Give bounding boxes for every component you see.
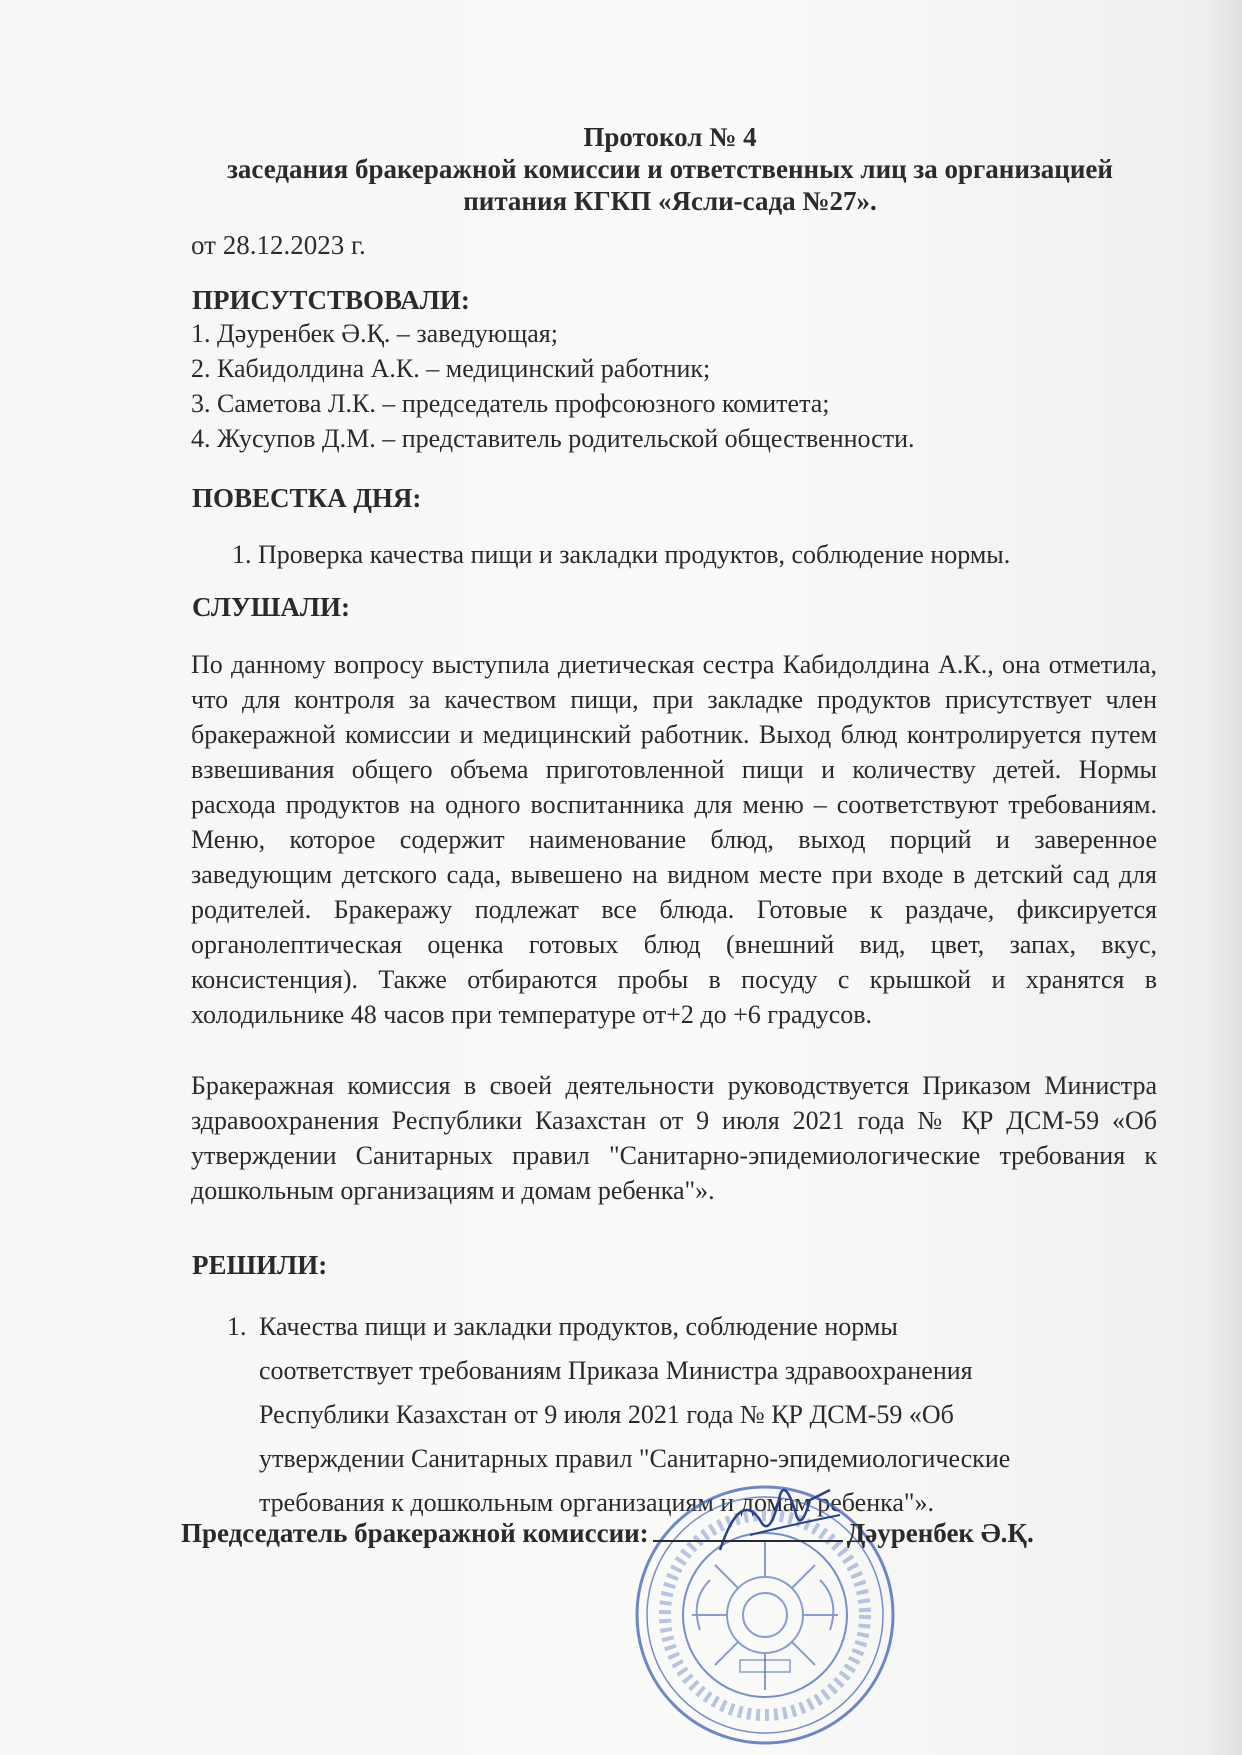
present-item: 1. Дәуренбек Ә.Қ. – заведующая; — [191, 319, 558, 348]
page-edge-shadow — [1202, 0, 1242, 1755]
signatory-role: Председатель бракеражной комиссии: — [181, 1518, 649, 1548]
decided-item-number: 1. — [227, 1312, 247, 1341]
present-item: 3. Саметова Л.К. – председатель профсоюзного комитета; — [191, 389, 830, 418]
present-heading: ПРИСУТСТВОВАЛИ: — [192, 285, 470, 315]
signatory-name: Дәуренбек Ә.Қ. — [846, 1518, 1034, 1548]
decided-item-text: Качества пищи и закладки продуктов, соблюдение нормы соответствует требованиям Приказа Министра здравоохранения Республики Казахстан от 9 июля 2021 года № ҚР ДСМ-59 «Об утверждении Санитарных правил "Санитарно-эпидемиологические требования к дошкольным организациям и домам ребенка"». — [259, 1312, 1011, 1517]
protocol-subtitle-line1: заседания бракеражной комиссии и ответственных лиц за организацией — [227, 154, 1113, 184]
signature-underline — [653, 1520, 843, 1542]
heard-paragraph-2: Бракеражная комиссия в своей деятельности руководствуется Приказом Министра здравоохранения Республики Казахстан от 9 июля 2021 года № ҚР ДСМ-59 «Об утверждении Санитарных правил "Санитарно-эпидемиологические требования к дошкольным организациям и домам ребенка"». — [191, 1071, 1157, 1205]
heard-heading: СЛУШАЛИ: — [192, 592, 351, 622]
protocol-title: Протокол № 4 — [583, 122, 757, 152]
heard-paragraph-1: По данному вопросу выступила диетическая сестра Кабидолдина А.К., она отметила, что для контроля за качеством пищи, при закладке продуктов присутствует член бракеражной комиссии и медицинский работник. Выход блюд контролируется путем взвешивания общего объема приготовленной пищи и количеству детей. Нормы расхода продуктов на одного воспитанника для меню – соответствуют требованиям. Меню, которое содержит наименование блюд, выход порций и заверенное заведующим детского сада, вывешено на видном месте при входе в детский сад для родителей. Бракеражу подлежат все блюда. Готовые к раздаче, фиксируется органолептическая оценка готовых блюд (внешний вид, цвет, запах, вкус, консистенция). Также отбираются пробы в посуду с крышкой и хранятся в холодильнике 48 часов при температуре от+2 до +6 градусов. — [191, 650, 1157, 1029]
present-list — [191, 316, 914, 456]
present-item: 2. Кабидолдина А.К. – медицинский работник; — [191, 354, 711, 383]
protocol-date: от 28.12.2023 г. — [191, 230, 366, 260]
present-item: 4. Жусупов Д.М. – представитель родительской общественности. — [191, 424, 915, 453]
agenda-item: 1. Проверка качества пищи и закладки продуктов, соблюдение нормы. — [232, 540, 1011, 569]
protocol-subtitle-line2: питания КГКП «Ясли-сада №27». — [463, 186, 877, 216]
agenda-heading: ПОВЕСТКА ДНЯ: — [192, 483, 422, 513]
signature-line — [181, 1518, 1034, 1549]
decided-heading: РЕШИЛИ: — [192, 1250, 328, 1280]
